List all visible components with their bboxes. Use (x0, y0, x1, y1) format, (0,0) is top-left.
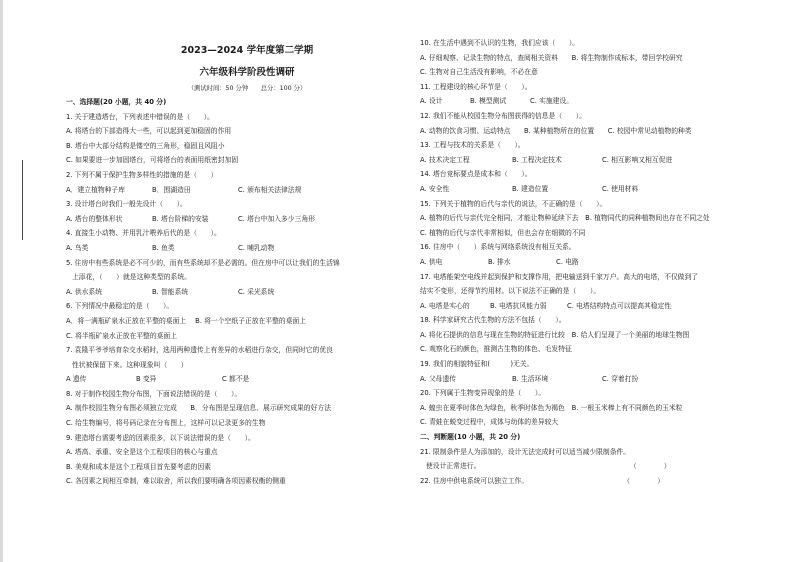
option-text: C. 使用材料 (602, 184, 639, 193)
question-line: 13. 工程与技术的关系是（ ）。 (420, 141, 525, 150)
question-line: 1. 关于建造塔台，下列表述中错误的是（ ）。 (66, 112, 214, 121)
question-line: 11. 工程建设的核心环节是（ ）。 (420, 82, 532, 91)
option-text: A 遗传 (66, 375, 87, 384)
option-text: C. 相互影响又相互促进 (602, 155, 673, 164)
option-text: B 变异 (136, 375, 157, 384)
question-line: C. 各因素之间相互牵制，难以取舍，所以我们要明确各项因素权衡的侧重 (66, 477, 286, 486)
option-row (420, 255, 782, 270)
option-text: C. 哺乳动物 (238, 243, 275, 252)
question-line: 上添花，（ ）就是这种类型的系统。 (72, 273, 191, 282)
question-line: 9. 建造塔台需要考虑的因素很多，以下说法错误的是（ ）。 (66, 433, 255, 442)
question-line: C. 将半瓶矿泉水正放在平整的桌面上 (66, 331, 178, 340)
question-line: 12. 我们不能从校园生物分布图获得的信息是（ ）。 (420, 111, 586, 120)
question-line: A. 塔高、承重、安全是这个工程项目的核心与重点 (66, 448, 218, 457)
binding-line-mark (22, 160, 23, 240)
option-text: A. 塔台的整体形状 (66, 214, 123, 223)
question-line: C. 如果要进一步加固塔台，可将塔台的表面用纸密封加固 (66, 156, 239, 165)
question-line: 结实不变形，还得节约用材。以下说法不正确的是（ ）。 (420, 287, 601, 296)
exam-info: （测试时间：50 分钟 总分：100 分） (187, 85, 307, 92)
option-text: A. 技术决定工程 (420, 155, 470, 164)
question-line: 20. 下列属于生物变异现象的是（ ）。 (420, 389, 546, 398)
option-text: B. 工程决定技术 (512, 155, 562, 164)
option-text: A. 供水系统 (66, 287, 103, 296)
option-row (66, 372, 428, 387)
question-line: 使设计正常进行。 （ ） (426, 462, 671, 471)
question-line: 19. 我们的相貌特征和( )无关。 (420, 360, 534, 369)
question-line: 14. 塔台竞标要点是成本和（ ）。 (420, 170, 532, 179)
question-line: 22. 住房中供电系统可以独立工作。 （ ） (420, 476, 665, 485)
option-text: A. 设计 (420, 97, 443, 106)
question-line: A. 制作校园生物分布图必须独立完成 B．分布图是呈现信息、展示研究成果的好方法 (66, 404, 331, 413)
option-text: A．建立植物种子库 (66, 185, 126, 194)
option-text: A. 鸟类 (66, 243, 89, 252)
option-text: C. 颁布相关法律法规 (238, 185, 302, 194)
question-line: 3. 设计塔台时我们一般先设计（ ）。 (66, 200, 187, 209)
page-edge (0, 0, 3, 562)
year-title: 2023—2024 学年度第二学期 (180, 45, 314, 56)
exam-title: 六年级科学阶段性调研 (199, 67, 295, 78)
question-line: 15. 下列关于植物的后代与亲代的说法，不正确的是（ ）。 (420, 199, 607, 208)
option-text: A. 供电 (420, 257, 443, 266)
question-line: 4. 直接生小动物、并用乳汁喂养后代的是（ ）。 (66, 229, 221, 238)
option-text: B. 生活环境 (512, 374, 549, 383)
option-text: A. 父母遗传 (420, 374, 457, 383)
question-line: C. 观察化石的颜色，推测古生物的体色、毛发特征 (420, 345, 572, 354)
option-text: C. 塔台中加入多少三角形 (238, 214, 316, 223)
question-line: A. 仔细观察、记录生物的特点，查阅相关资料 B. 将生物制作成标本，带回学校研究 (420, 53, 683, 62)
question-line: B. 美观和成本是这个工程项目首先要考虑的因素 (66, 462, 211, 471)
option-row (66, 285, 428, 300)
question-line: 10. 在生活中遇到不认识的生物，我们应该（ ）。 (420, 39, 580, 47)
question-line: A. 蝗虫在夏季时体色为绿色，秋季时体色为褐色 B. 一根玉米棒上有不同颜色的玉米粒 (420, 403, 683, 412)
left-question-list (66, 95, 428, 489)
option-row (420, 94, 782, 109)
question-line: 2. 下列不属于保护生物多样性的措施的是（ ） (66, 170, 218, 179)
question-line: A．将一满瓶矿泉水正放在平整的桌面上 B. 将一个空纸子正放在平整的桌面上 (66, 316, 307, 325)
option-text: C 都不是 (222, 375, 250, 384)
option-row (420, 153, 782, 168)
option-text: B．围湖造田 (152, 185, 191, 194)
option-text: C. 采光系统 (238, 287, 275, 296)
option-text: B. 智能系统 (152, 287, 189, 296)
option-text: B. 排水 (488, 257, 511, 266)
option-row (66, 241, 428, 256)
question-line: B. 塔台中大部分结构是镂空的三角形，稳固且风阻小 (66, 141, 225, 150)
section-heading: 二、判断题(10 小题，共 20 分) (420, 433, 521, 442)
question-line: 18. 科学家研究古代生物的方法不包括（ ）。 (420, 316, 566, 325)
question-line: 17. 电塔能架空电线并起到保护和支撑作用，把电输送到千家万户。高大的电塔，不仅做到了 (420, 272, 699, 281)
question-line: C. 给生物编号，将号码记录在分布图上，这样可以记录更多的生物 (66, 419, 266, 428)
option-text: C. 穿着打扮 (602, 374, 639, 383)
question-line: A. 电塔是实心的 B. 电塔抗风能力弱 C. 电塔结构特点可以提高其稳定性 (420, 301, 672, 310)
option-row (66, 183, 428, 198)
question-line: A. 动物的饮食习惯、运动特点 B. 某种植物所在的位置 C. 校园中常见动植物的种类 (420, 126, 692, 135)
option-row (420, 182, 782, 197)
option-text: C. 电路 (556, 257, 579, 266)
question-line: 性状被保留下来。这种现象叫（ ） (72, 360, 188, 369)
question-line: C. 青蛙在蜕变过程中，成体与幼体的差异较大 (420, 418, 559, 427)
question-line: 5. 住房中有些系统是必不可少的，而有些系统却不是必需的。但在房中可以让我们的生活锦 (66, 258, 340, 267)
question-line: 7. 袁隆平爷爷培育杂交水稻时，选用两种遗传上有差异的水稻进行杂交，但同时它的优良 (66, 346, 333, 355)
option-text: B. 塔台阶梯的安装 (152, 214, 209, 223)
question-line: A. 植物的后代与亲代完全相同，才能让物种延续下去 B. 植物同代的同种植物间也存在不同之处 (420, 214, 710, 223)
option-text: A. 安全性 (420, 184, 450, 193)
section-heading: 一、选择题(20 小题，共 40 分) (66, 98, 167, 106)
question-line: A. 将化石提供的信息与现在生物的特征进行比较 B. 给人们呈现了一个美丽的地球生物图 (420, 330, 690, 339)
right-question-list (420, 36, 782, 488)
question-line: 21. 限制条件是人为添加的，设计无法完成时可以适当减少限制条件。 (420, 447, 631, 456)
question-line: C. 植物的后代与亲代非常相似，但也会存在细微的不同 (420, 228, 586, 237)
option-text: B. 鱼类 (152, 243, 175, 252)
option-row (420, 372, 782, 387)
question-line: 8. 对于制作校园生物分布图，下面说法错误的是（ ）。 (66, 389, 242, 398)
question-line: 6. 下列情况中最稳定的是（ ）。 (66, 302, 174, 311)
question-line: A. 将塔台的下部造得大一些，可以起到更加稳固的作用 (66, 127, 232, 136)
question-line: 16. 住房中（ ）系统与网络系统没有相互关系。 (420, 243, 576, 252)
option-text: B. 建造位置 (512, 184, 549, 193)
option-text: B. 模型测试 (470, 97, 507, 106)
option-text: C. 实施建设。 (530, 97, 574, 106)
question-line: C. 生物对自己生活没有影响，不必在意 (420, 68, 538, 77)
option-row (66, 212, 428, 227)
